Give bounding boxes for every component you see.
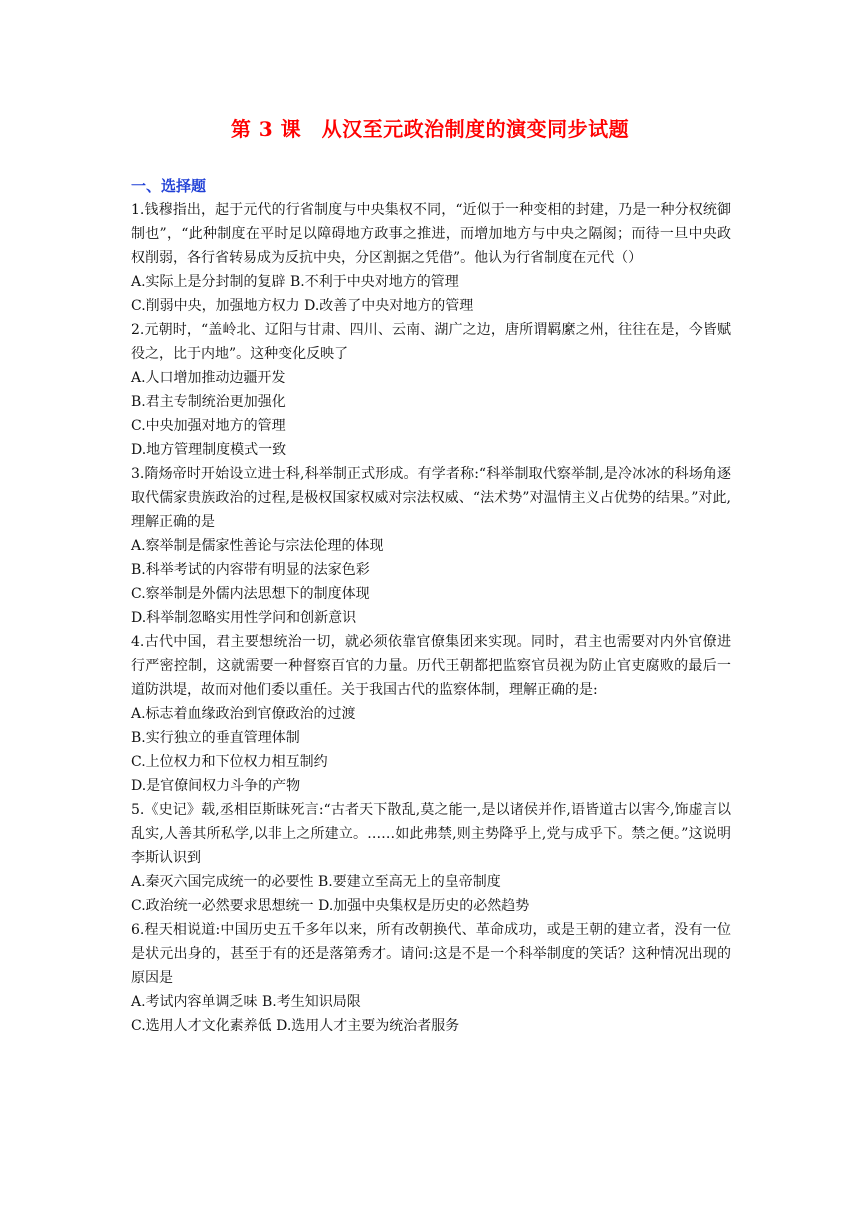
question-option: D.是官僚间权力斗争的产物 [131, 778, 301, 794]
question-option: C.政治统一必然要求思想统一 D.加强中央集权是历史的必然趋势 [131, 898, 530, 914]
question-list [131, 198, 731, 1038]
question-option: B.科举考试的内容带有明显的法家色彩 [131, 562, 370, 578]
question-option: A.秦灭六国完成统一的必要性 B.要建立至高无上的皇帝制度 [131, 874, 501, 890]
section-heading: 一、选择题 [131, 177, 207, 195]
question-option: A.人口增加推动边疆开发 [131, 370, 286, 386]
question-stem: 4.古代中国，君主要想统治一切，就必须依靠官僚集团来实现。同时，君主也需要对内外官僚进行严密控制，这就需要一种督察百官的力量。历代王朝都把监察官员视为防止官吏腐败的最后一道防洪堤，故而对他们委以重任。关于我国古代的监察体制，理解正确的是: [131, 634, 731, 698]
question-stem: 3.隋炀帝时开始设立进士科,科举制正式形成。有学者称:“科举制取代察举制,是冷冰冰的科场角逐取代儒家贵族政治的过程,是极权国家权威对宗法权威、“法术势”对温情主义占优势的结果。”对此,理解正确的是 [131, 466, 731, 530]
question-option: C.上位权力和下位权力相互制约 [131, 754, 328, 770]
question-stem: 1.钱穆指出，起于元代的行省制度与中央集权不同，“近似于一种变相的封建，乃是一种分权统御制也”，“此种制度在平时足以障碍地方政事之推进，而增加地方与中央之隔阂；而待一旦中央政权削弱，各行省转易成为反抗中央，分区割据之凭借”。他认为行省制度在元代（） [131, 202, 731, 266]
page-title: 第 3 课 从汉至元政治制度的演变同步试题 [230, 117, 630, 141]
question-option: B.实行独立的垂直管理体制 [131, 730, 300, 746]
question-stem: 6.程天相说道:中国历史五千多年以来，所有改朝换代、革命成功，或是王朝的建立者，没有一位是状元出身的，甚至于有的还是落第秀才。请问:这是不是一个科举制度的笑话？这种情况出现的原因是 [131, 922, 731, 986]
question-option: B.君主专制统治更加强化 [131, 394, 286, 410]
question-stem: 2.元朝时，“盖岭北、辽阳与甘肃、四川、云南、湖广之边，唐所谓羁縻之州，往往在是，今皆赋役之，比于内地”。这种变化反映了 [131, 322, 731, 362]
question-option: C.中央加强对地方的管理 [131, 418, 286, 434]
question-stem: 5.《史记》载,丞相臣斯昧死言:“古者天下散乱,莫之能一,是以诸侯并作,语皆道古以害今,饰虚言以乱实,人善其所私学,以非上之所建立。……如此弗禁,则主势降乎上,党与成乎下。禁之便。”这说明李斯认识到 [131, 802, 731, 866]
question-option: A.考试内容单调乏味 B.考生知识局限 [131, 994, 361, 1010]
question-option: A.实际上是分封制的复辟 B.不利于中央对地方的管理 [131, 274, 459, 290]
question-option: C.察举制是外儒内法思想下的制度体现 [131, 586, 370, 602]
question-option: A.标志着血缘政治到官僚政治的过渡 [131, 706, 356, 722]
question-option: A.察举制是儒家性善论与宗法伦理的体现 [131, 538, 384, 554]
question-option: C.削弱中央，加强地方权力 D.改善了中央对地方的管理 [131, 298, 474, 314]
question-option: C.选用人才文化素养低 D.选用人才主要为统治者服务 [131, 1018, 460, 1034]
question-option: D.科举制忽略实用性学问和创新意识 [131, 610, 357, 626]
question-option: D.地方管理制度模式一致 [131, 442, 287, 458]
